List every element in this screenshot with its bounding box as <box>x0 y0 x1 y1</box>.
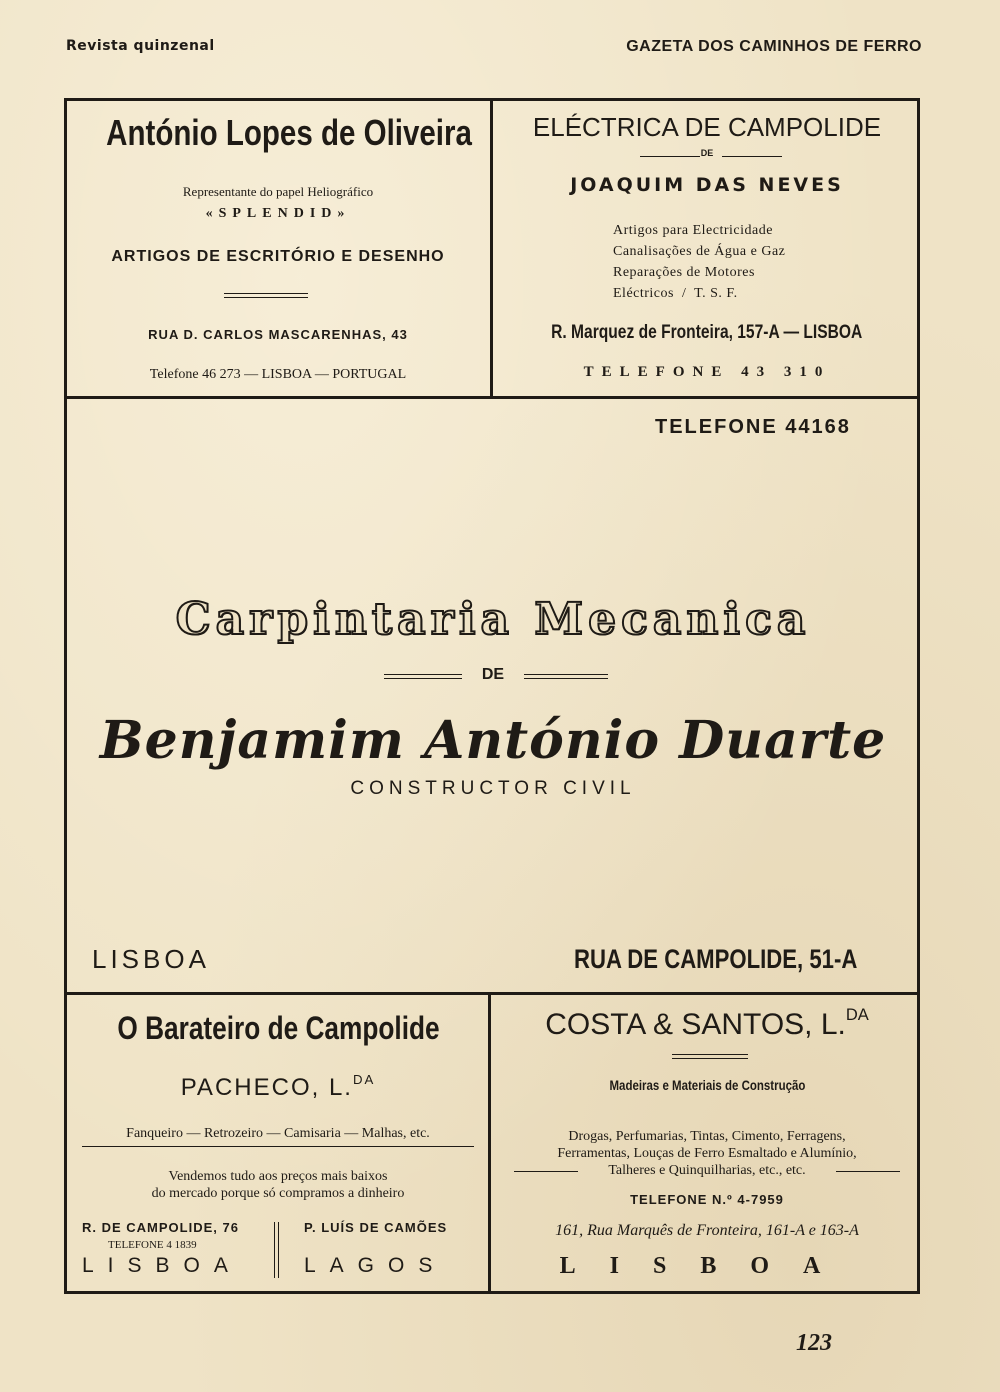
ad-oliveira-rule <box>224 293 308 298</box>
ad-carpintaria-city: LISBOA <box>92 944 210 974</box>
ad-electrica-name: ELÉCTRICA DE CAMPOLIDE <box>532 112 882 142</box>
ad-costa-city: LISBOA <box>559 1253 855 1279</box>
ad-electrica-item: Artigos para Electricidade <box>613 223 773 238</box>
ad-carpintaria-de: DE <box>481 666 505 683</box>
ad-electrica-items <box>613 220 785 304</box>
ad-costa-subtitle: Madeiras e Materiais de Construção <box>609 1077 805 1093</box>
ad-costa-items-line: Ferramentas, Louças de Ferro Esmaltado e Alumínio, <box>557 1146 857 1161</box>
ad-electrica-rule-right <box>722 156 782 157</box>
ad-barateiro-note <box>66 1168 490 1202</box>
ad-costa-items-line: Talheres e Quinquilharias, etc., etc. <box>608 1163 806 1178</box>
header-right: GAZETA DOS CAMINHOS DE FERRO <box>626 38 922 55</box>
divider-top-vertical <box>490 98 493 398</box>
page-number: 123 <box>796 1330 832 1356</box>
ad-barateiro-branch-2-address: P. LUÍS DE CAMÕES <box>304 1220 448 1235</box>
ad-barateiro-rule <box>82 1146 474 1147</box>
ad-costa-items-rule-left <box>514 1171 578 1172</box>
ad-oliveira-address: RUA D. CARLOS MASCARENHAS, 43 <box>148 327 408 342</box>
ad-barateiro-trades: Fanqueiro — Retrozeiro — Camisaria — Malhas, etc. <box>126 1126 430 1141</box>
ad-costa-name: COSTA & SANTOS, L.$^{DA}$ <box>545 1006 869 1041</box>
divider-top <box>64 396 920 399</box>
ad-oliveira-brand: «SPLENDID» <box>205 206 351 221</box>
ad-barateiro-branch-1-address: R. DE CAMPOLIDE, 76 <box>82 1220 239 1235</box>
ad-barateiro-branch-2-city: LAGOS <box>304 1254 447 1277</box>
ad-oliveira-items: ARTIGOS DE ESCRITÓRIO E DESENHO <box>111 248 445 265</box>
ad-carpintaria-name: Benjamim António Duarte <box>99 710 887 771</box>
ad-barateiro-note-line: do mercado porque só compramos a dinheiro <box>151 1186 405 1201</box>
ad-costa-rule <box>672 1054 748 1059</box>
ad-carpintaria-address: RUA DE CAMPOLIDE, 51-A <box>574 944 858 974</box>
ad-barateiro-note-line: Vendemos tudo aos preços mais baixos <box>168 1169 388 1184</box>
header-left: Revista quinzenal <box>66 38 215 54</box>
ad-barateiro-name: O Barateiro de Campolide <box>116 1010 440 1046</box>
ad-carpintaria-rule-right <box>524 674 608 679</box>
ad-oliveira-name: António Lopes de Oliveira <box>106 112 472 153</box>
ad-costa-items-line: Drogas, Perfumarias, Tintas, Cimento, Ferragens, <box>568 1129 846 1144</box>
ad-carpintaria-phone: TELEFONE 44168 <box>655 416 851 438</box>
ad-electrica-address: R. Marquez de Fronteira, 157-A — LISBOA <box>551 322 863 343</box>
ad-costa-items-rule-right <box>836 1171 900 1172</box>
ad-costa-phone: TELEFONE N.º 4-7959 <box>630 1192 784 1207</box>
ad-oliveira-phone: Telefone 46 273 — LISBOA — PORTUGAL <box>149 367 407 382</box>
ad-electrica-phone: TELEFONE 43 310 <box>583 364 831 380</box>
ad-barateiro-company: PACHECO, L.$^{DA}$ <box>180 1072 376 1101</box>
ad-electrica-item: Canalisações de Água e Gaz <box>613 244 786 259</box>
ad-costa-address: 161, Rua Marquês de Fronteira, 161-A e 163-A <box>555 1222 859 1239</box>
ad-barateiro-branch-1-city: LISBOA <box>82 1254 242 1277</box>
ad-electrica-owner: JOAQUIM DAS NEVES <box>570 174 844 196</box>
ad-carpintaria-title: Carpintaria Mecanica <box>175 594 811 645</box>
ad-electrica-item: Eléctricos / T. S. F. <box>613 286 738 301</box>
ad-barateiro-branch-1-phone: TELEFONE 4 1839 <box>108 1239 197 1251</box>
ad-electrica-de: DE <box>700 148 714 158</box>
ad-oliveira-representative: Representante do papel Heliográfico <box>182 184 374 199</box>
ad-carpintaria-subtitle: CONSTRUCTOR CIVIL <box>350 778 636 799</box>
divider-bottom <box>64 992 920 995</box>
ad-electrica-item: Reparações de Motores <box>613 265 755 280</box>
ad-barateiro-branch-divider <box>274 1222 279 1278</box>
